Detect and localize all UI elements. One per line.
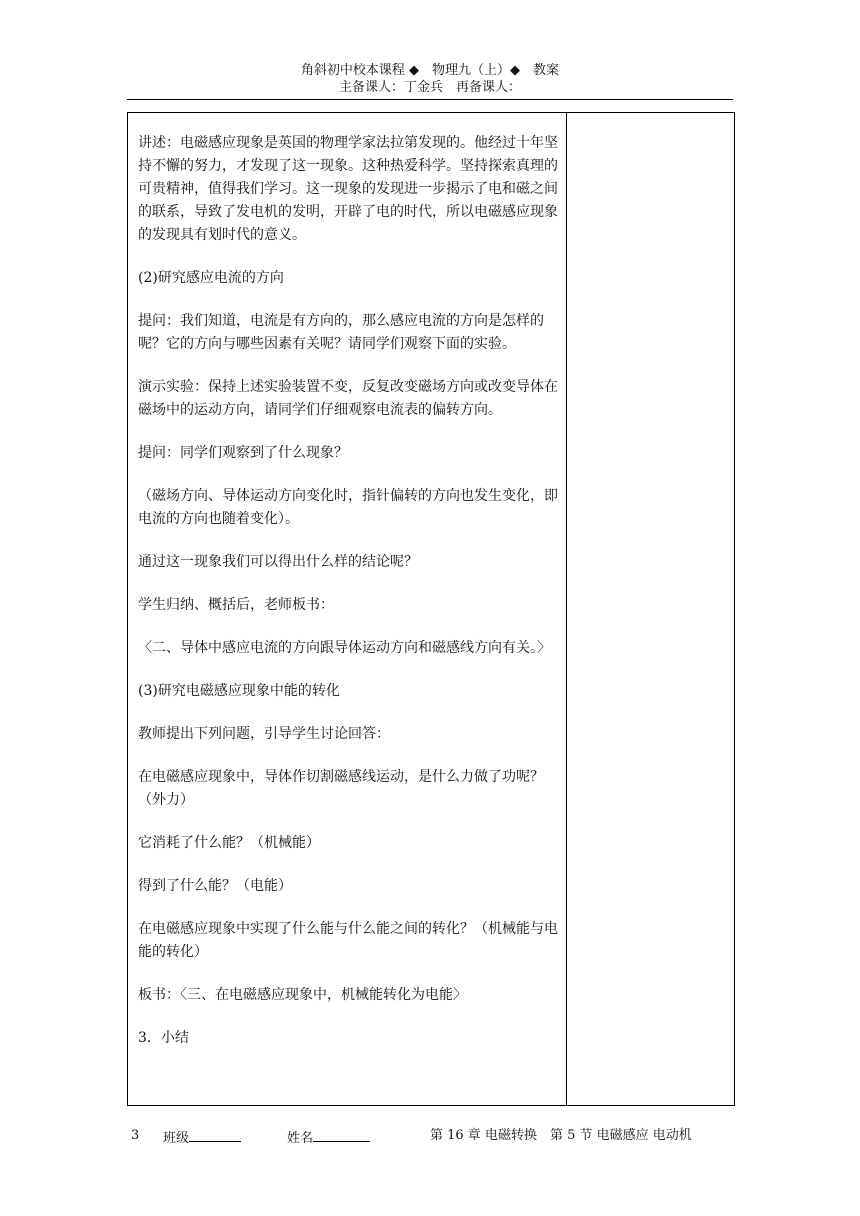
paragraph-question-conversion: 在电磁感应现象中实现了什么能与什么能之间的转化？（机械能与电能的转化） [138, 921, 558, 960]
chapter-info: 第 16 章 电磁转换 第 5 节 电磁感应 电动机 [430, 1128, 692, 1143]
paragraph-question-consumed: 它消耗了什么能？（机械能） [138, 835, 320, 851]
section-heading-current-direction: (2)研究感应电流的方向 [138, 270, 284, 286]
header-authors: 主备课人：丁金兵 再备课人： [338, 80, 521, 95]
lesson-content [138, 132, 562, 1070]
section-heading-energy-conversion: (3)研究电磁感应现象中能的转化 [138, 683, 340, 699]
paragraph-board-note-two: 〈二、导体中感应电流的方向跟导体运动方向和磁感线方向有关。〉 [138, 640, 551, 656]
class-blank[interactable] [189, 1128, 241, 1142]
paragraph-lecture: 讲述：电磁感应现象是英国的物理学家法拉第发现的。他经过十年坚持不懈的努力，才发现了这一现象。这种热爱科学。坚持探索真理的可贵精神，值得我们学习。这一现象的发现进一步揭示了电和磁之间的联系，导致了发电机的发明，开辟了电的时代，所以电磁感应现象的发现具有划时代的意义。 [138, 135, 558, 243]
paragraph-question-force: 在电磁感应现象中，导体作切割磁感线运动，是什么力做了功呢？（外力） [138, 769, 544, 808]
name-label: 姓名 [287, 1131, 314, 1146]
paragraph-demo-experiment: 演示实验：保持上述实验装置不变，反复改变磁场方向或改变导体在磁场中的运动方向，请同学们仔细观察电流表的偏转方向。 [138, 379, 558, 418]
name-blank[interactable] [313, 1128, 370, 1142]
header-rule [127, 99, 733, 100]
paragraph-observation-answer: （磁场方向、导体运动方向变化时，指针偏转的方向也发生变化，即电流的方向也随着变化）。 [138, 488, 558, 527]
class-label: 班级 [163, 1131, 190, 1146]
class-field [163, 1128, 241, 1147]
paragraph-conclusion-question: 通过这一现象我们可以得出什么样的结论呢？ [138, 554, 418, 570]
section-heading-summary: 3．小结 [138, 1030, 189, 1046]
header-title: 角斜初中校本课程 ◆ 物理九（上）◆ 教案 [300, 63, 560, 78]
paragraph-board-note-three: 板书：〈三、在电磁感应现象中，机械能转化为电能〉 [138, 987, 467, 1003]
column-divider [566, 112, 567, 1106]
paragraph-question-observe: 提问：同学们观察到了什么现象？ [138, 445, 348, 461]
paragraph-student-summary: 学生归纳、概括后，老师板书： [138, 597, 334, 613]
paragraph-question-gained: 得到了什么能？（电能） [138, 878, 292, 894]
page-number: 3 [131, 1128, 140, 1143]
paragraph-question-direction: 提问：我们知道，电流是有方向的，那么感应电流的方向是怎样的呢？它的方向与哪些因素有关呢？请同学们观察下面的实验。 [138, 313, 544, 352]
paragraph-teacher-questions: 教师提出下列问题，引导学生讨论回答： [138, 726, 390, 742]
name-field [287, 1128, 370, 1147]
